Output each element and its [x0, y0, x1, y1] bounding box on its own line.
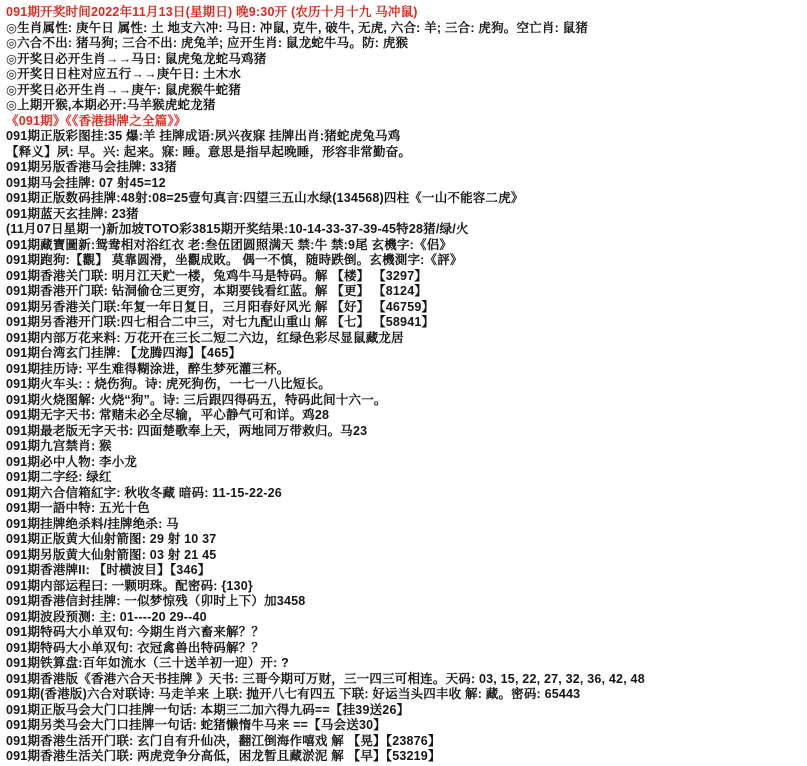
- text-line: ◎开奖日日柱对应五行→→庚午日: 土木水: [6, 67, 242, 81]
- text-line: ◎上期开猴,本期必开:马羊猴虎蛇龙猪: [6, 98, 216, 112]
- highlight-text-line: 《091期》《《香港掛牌之全篇》》: [6, 113, 187, 128]
- text-line: 091期特码大小单双句: 衣冠禽兽出特码解？？: [6, 640, 265, 655]
- text-line: 091期马会挂牌: 07 射45=12: [6, 175, 166, 190]
- text-line: ◎开奖日必开生肖→→庚午: 鼠虎猴牛蛇猪: [6, 82, 242, 97]
- text-line: 091期另香港关门联:年复一年日复日，三月阳春好风光 解 【好】 【46759】: [6, 299, 435, 314]
- text-line: 091期蓝天玄挂牌: 23猪: [6, 206, 139, 221]
- text-line: 091期必中人物: 李小龙: [6, 454, 138, 469]
- text-line: 091期正版黄大仙射箭图: 29 射 10 37: [6, 532, 217, 546]
- text-line: 091期香港开门联: 钻洞偷仓三更穷，本期要钱看红蓝。解 【更】 【8124】: [6, 284, 428, 298]
- text-line: 091期正版彩图挂:35 爆:羊 挂牌成语:夙兴夜寐 挂牌出肖:猪蛇虎兔马鸡: [6, 129, 401, 143]
- text-line: 091期藏寶圖新:鸳鸯相对浴红衣 老:叁伍团圆照满天 禁:牛 禁:9尾 玄機字:《侣》: [6, 237, 453, 252]
- text-line: (11月07日星期一)新加坡TOTO彩3815期开奖结果:10-14-33-37-39-45特28猪/绿/火: [6, 222, 469, 236]
- text-line: 091期特码大小单双句: 今期生肖六畜来解？？: [6, 625, 265, 639]
- text-line: 091期内部万花来料: 万花开在三长二短二六边，红绿色彩尽显鼠藏龙居: [6, 330, 404, 345]
- text-line: 091期九宫禁肖: 猴: [6, 439, 112, 453]
- text-line: 091期六合信箱紅字: 秋收冬藏 暗码: 11-15-22-26: [6, 485, 282, 500]
- text-line: 091期另版香港马会挂牌: 33猪: [6, 160, 177, 174]
- text-line: 091期另香港开门联:四七相合二中三，对七九配山重山 解 【七】 【58941】: [6, 315, 435, 329]
- text-line: 091期正版数码挂牌:48射:08=25壹句真言:四望三五山水绿(134568)四柱《一山不能容二虎》: [6, 191, 524, 205]
- text-line: 【释义】夙: 早。兴: 起来。寐: 睡。意思是指早起晚睡，形容非常勤奋。: [6, 144, 412, 159]
- text-lines-container: [6, 5, 807, 765]
- text-line: 091期无字天书: 常赌未必全尽输，平心静气可和详。鸡28: [6, 408, 330, 422]
- text-line: 091期一語中特: 五光十色: [6, 501, 150, 515]
- text-line: 091期波段预测: 主: 01----20 29--40: [6, 609, 207, 624]
- text-line: 091期正版马会大门口挂牌一句话: 本期三二加六得九码==【挂39送26】: [6, 702, 410, 717]
- text-line: 091期台湾玄门挂牌: 【龙腾四海】【465】: [6, 346, 242, 360]
- text-line: 091期跑狗:【觀】 莫靠圆滑，坐觀成敗。 偶一不慎，随時跌倒。玄機測字:《評》: [6, 253, 463, 267]
- highlight-text-line: 091期开奖时间2022年11月13日(星期日) 晚9:30开 (农历十月十九 马冲鼠): [6, 5, 418, 19]
- text-line: 091期另版黄大仙射箭图: 03 射 21 45: [6, 547, 217, 562]
- text-line: 091期香港生活开门联: 玄门自有升仙决，翻江倒海作嘻戏 解 【晃】【23876】: [6, 733, 441, 748]
- text-line: 091期香港牌II: 【时横波目】【346】: [6, 563, 211, 577]
- text-line: 091期内部运程曰: 一颗明珠。配密码: {130}: [6, 578, 253, 593]
- text-line: ◎生肖属性: 庚午日 属性: 土 地支六冲: 马日: 冲鼠, 克牛, 破牛, 无虎, 六合: 羊; 三合: 虎狗。空亡肖: 鼠猪: [6, 20, 589, 35]
- text-line: 091期火烧图解: 火烧“狗”。诗: 三后跟四得码五，特码此间十六一。: [6, 392, 387, 407]
- text-line: ◎六合不出: 猪马狗; 三合不出: 虎兔羊; 应开生肖: 鼠龙蛇牛马。防: 虎猴: [6, 36, 409, 50]
- text-line: ◎开奖日必开生肖→→马日: 鼠虎兔龙蛇马鸡猪: [6, 51, 267, 66]
- text-line: 091期二字经: 绿红: [6, 470, 112, 484]
- text-line: 091期香港生活关门联: 两虎竞争分高低，困龙暂且藏淤泥 解 【早】【53219】: [6, 749, 441, 763]
- text-line: 091期(香港版)六合对联诗: 马走羊来 上联: 抛开八七有四五 下联: 好运当头四丰收 解: 藏。密码: 65443: [6, 687, 581, 701]
- text-line: 091期香港信封挂牌: 一似梦惊残（卯时上下）加3458: [6, 594, 306, 608]
- text-line: 091期挂牌绝杀料/挂牌绝杀: 马: [6, 516, 179, 531]
- text-line: 091期铁算盘:百年如流水（三十送羊初一迎）开: ?: [6, 656, 289, 670]
- text-line: 091期火车头: : 烧伤狗。诗: 虎死狗伤，一七一八比短长。: [6, 377, 331, 391]
- text-line: 091期挂历诗: 平生难得糊涂进，醉生梦死灌三杯。: [6, 361, 290, 376]
- text-line: 091期另类马会大门口挂牌一句话: 蛇猪懒惰牛马来 ==【马会送30】: [6, 718, 386, 732]
- text-line: 091期最老版无字天书: 四面楚歌奉上天，两地同万带救归。马23: [6, 423, 368, 438]
- text-line: 091期香港关门联: 明月江天贮一楼，兔鸡牛马是特码。解 【楼】 【3297】: [6, 268, 428, 283]
- text-line: 091期香港版《香港六合天书挂牌 》天书: 三哥今期可万财，三一四三可相连。天码: 03, 15, 22, 27, 32, 36, 42, 48: [6, 671, 645, 686]
